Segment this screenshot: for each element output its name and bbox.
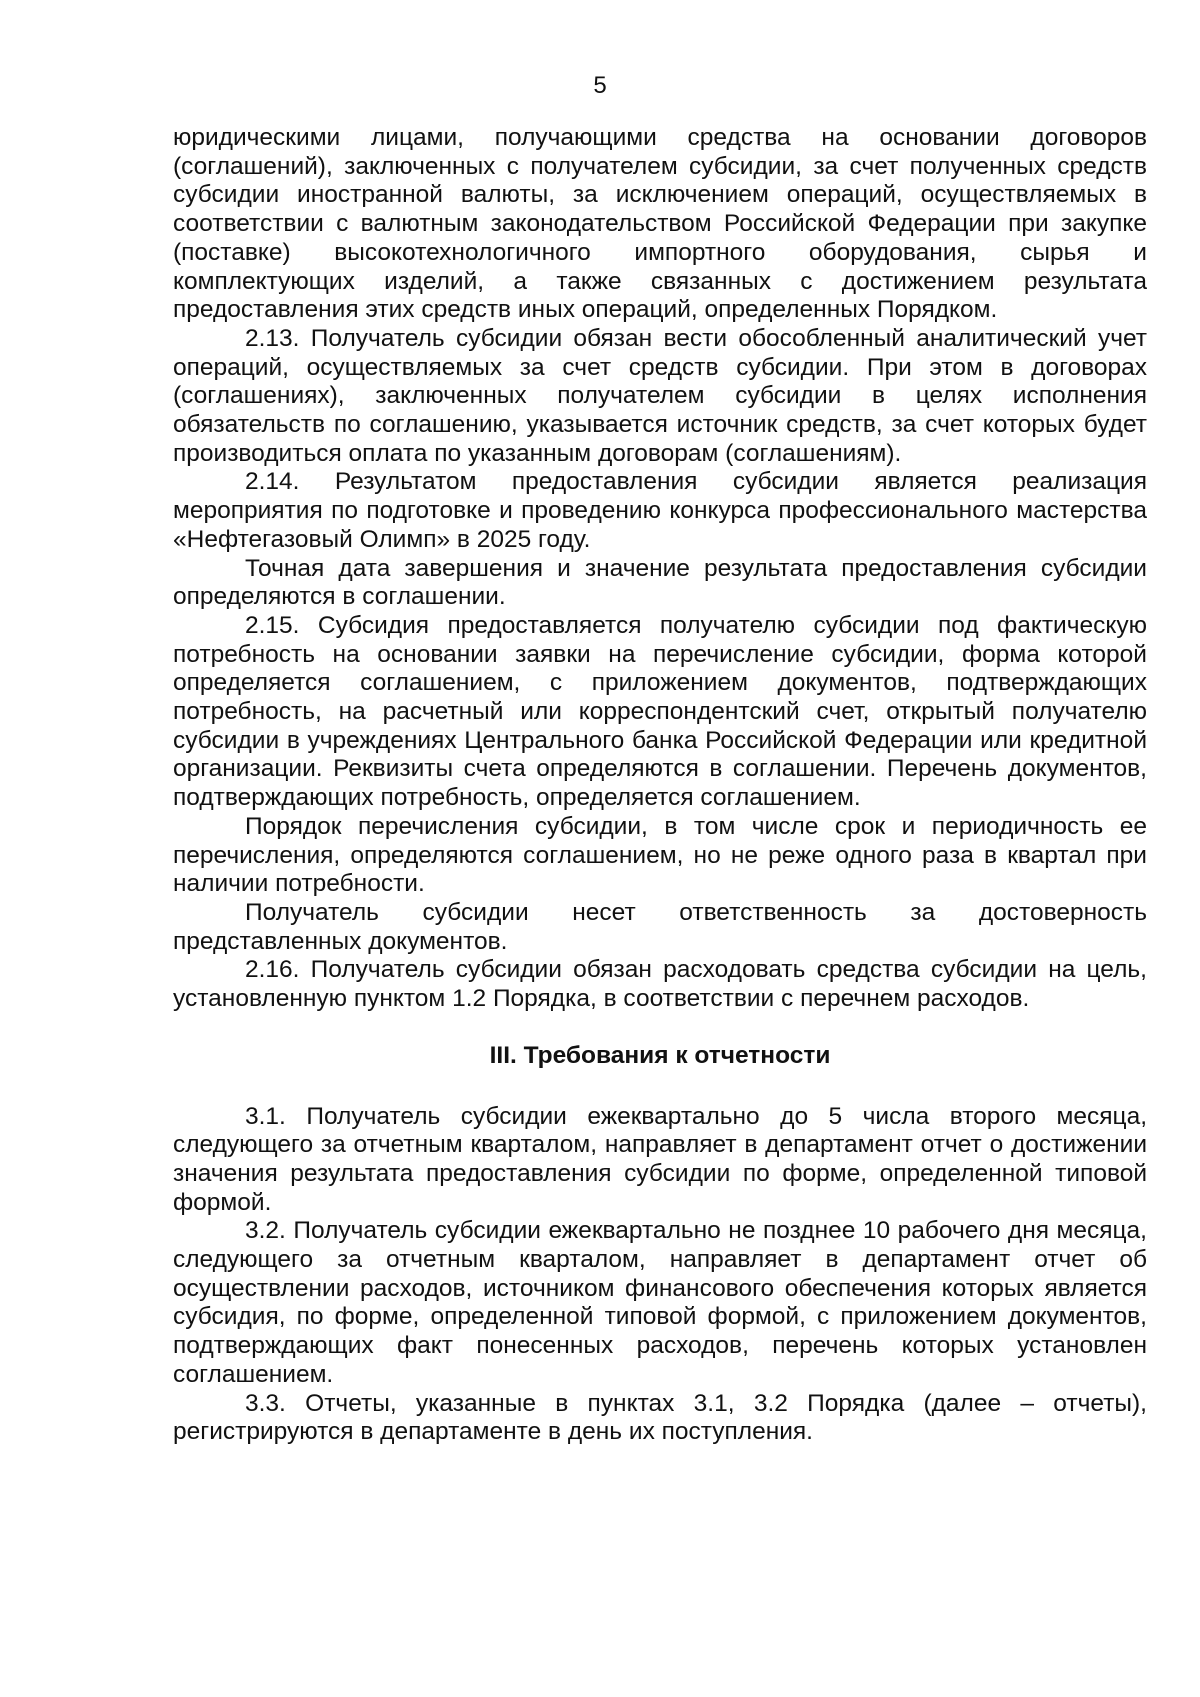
document-body <box>173 124 1147 1447</box>
paragraph-2-13: 2.13. Получатель субсидии обязан вести обособленный аналитический учет операций, осуществляемых за счет средств субсидии. При этом в договорах (соглашениях), заключенных получателем субсидии в целях исполнения обязательств по соглашению, указывается источник средств, за счет которых будет производиться оплата по указанным договорам (соглашениям). <box>173 324 1147 467</box>
paragraph-3-2: 3.2. Получатель субсидии ежеквартально не позднее 10 рабочего дня месяца, следующего за отчетным кварталом, направляет в департамент отчет об осуществлении расходов, источником финансового обеспечения которых является субсидия, по форме, определенной типовой формой, с приложением документов, подтверждающих факт понесенных расходов, перечень которых установлен соглашением. <box>173 1217 1147 1388</box>
paragraph-2-14-date: Точная дата завершения и значение результата предоставления субсидии определяются в соглашении. <box>173 554 1147 611</box>
paragraph-2-14: 2.14. Результатом предоставления субсидии является реализация мероприятия по подготовке и проведению конкурса профессионального мастерства «Нефтегазовый Олимп» в 2025 году. <box>173 468 1147 553</box>
paragraph-2-15-order: Порядок перечисления субсидии, в том числе срок и периодичность ее перечисления, определяются соглашением, но не реже одного раза в квартал при наличии потребности. <box>173 812 1147 898</box>
paragraph-2-15-responsibility: Получатель субсидии несет ответственность за достоверность представленных документов. <box>173 898 1147 955</box>
paragraph-continuation: юридическими лицами, получающими средства на основании договоров (соглашений), заключенных с получателем субсидии, за счет полученных средств субсидии иностранной валюты, за исключением операций, осуществляемых в соответствии с валютным законодательством Российской Федерации при закупке (поставке) высокотехнологичного импортного оборудования, сырья и комплектующих изделий, а также связанных с достижением результата предоставления этих средств иных операций, определенных Порядком. <box>173 124 1147 324</box>
paragraph-3-3: 3.3. Отчеты, указанные в пунктах 3.1, 3.2 Порядка (далее – отчеты), регистрируются в департаменте в день их поступления. <box>173 1389 1147 1446</box>
paragraph-2-16: 2.16. Получатель субсидии обязан расходовать средства субсидии на цель, установленную пунктом 1.2 Порядка, в соответствии с перечнем расходов. <box>173 956 1147 1013</box>
section-heading: III. Требования к отчетности <box>489 1041 831 1069</box>
paragraph-3-1: 3.1. Получатель субсидии ежеквартально до 5 числа второго месяца, следующего за отчетным кварталом, направляет в департамент отчет о достижении значения результата предоставления субсидии по форме, определенной типовой формой. <box>173 1102 1147 1216</box>
page-number: 5 <box>593 72 607 99</box>
paragraph-2-15: 2.15. Субсидия предоставляется получателю субсидии под фактическую потребность на основании заявки на перечисление субсидии, форма которой определяется соглашением, с приложением документов, подтверждающих потребность, на расчетный или корреспондентский счет, открытый получателю субсидии в учреждениях Центрального банка Российской Федерации или кредитной организации. Реквизиты счета определяются в соглашении. Перечень документов, подтверждающих потребность, определяется соглашением. <box>173 611 1147 812</box>
